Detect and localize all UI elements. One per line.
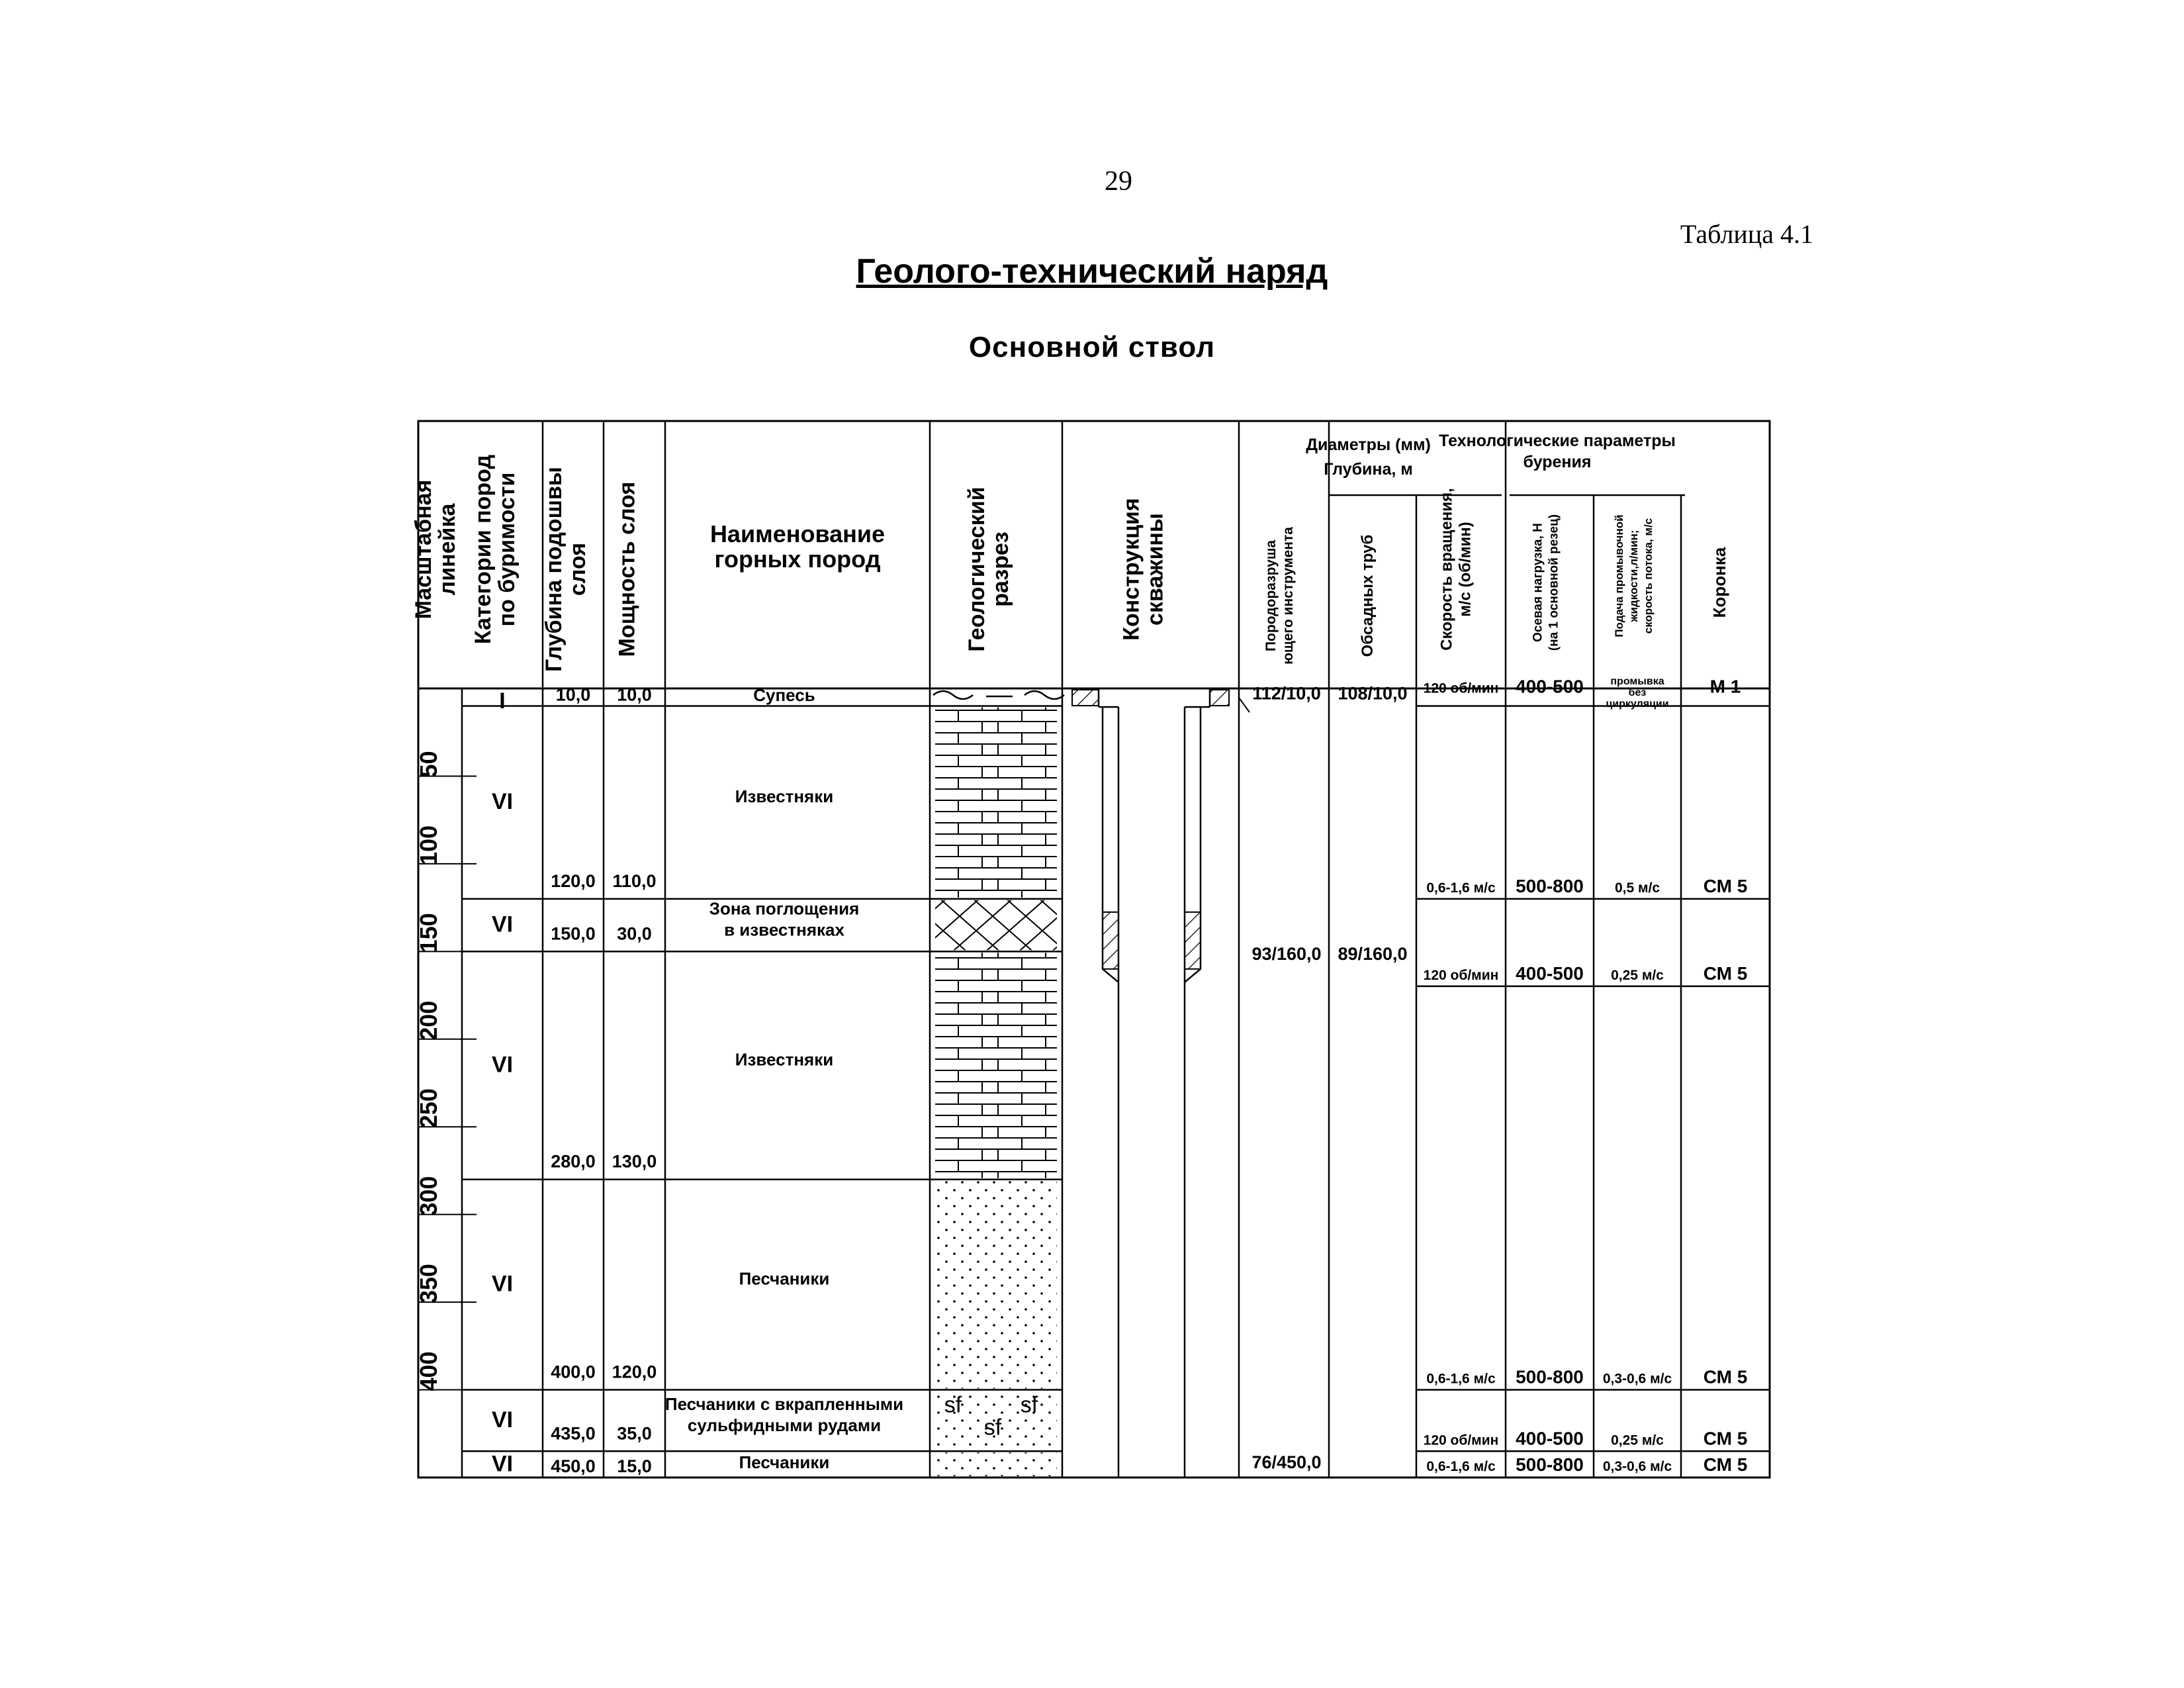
layer-depth: 435,0 [551, 1423, 596, 1444]
casing-diameter: 108/10,0 [1338, 683, 1408, 704]
flush-value: 0,25 м/с [1611, 1432, 1664, 1448]
document-title: Геолого-технический наряд [856, 252, 1328, 291]
well-wall [1185, 969, 1201, 982]
flush-value: 0,5 м/с [1614, 880, 1661, 896]
header-tool: Породоразруша [1263, 539, 1279, 652]
sulfide-mark: sf [1020, 1392, 1038, 1418]
flush-value: промывка [1610, 676, 1664, 688]
load-value: 400-500 [1516, 676, 1584, 697]
load-value: 500-800 [1516, 875, 1584, 896]
scale-tick-label: 200 [415, 1000, 442, 1041]
document-subtitle: Основной ствол [968, 331, 1216, 363]
layer-category: VI [491, 1407, 514, 1432]
load-value: 500-800 [1516, 1366, 1584, 1387]
flush-value: циркуляции [1606, 698, 1669, 710]
casing-cement-top-left [1072, 690, 1099, 706]
header-crown: Коронка [1709, 547, 1729, 618]
layer-depth: 400,0 [551, 1362, 596, 1382]
crown-value: СМ 5 [1703, 1454, 1748, 1475]
header-depth: слоя [565, 542, 590, 596]
layer-name: Песчаники [739, 1452, 830, 1473]
layer-category: VI [491, 1271, 514, 1297]
crown-value: СМ 5 [1703, 1428, 1748, 1449]
page-number: 29 [1105, 166, 1132, 197]
lithology-fractured-limestone [935, 900, 1057, 950]
layer-name: Известняки [735, 1049, 834, 1070]
scale-tick-label: 150 [415, 913, 442, 953]
header-category: Категории пород [471, 454, 496, 645]
sulfide-mark: sf [983, 1415, 1002, 1440]
layer-category: VI [491, 1052, 514, 1078]
flush-value: 0,25 м/с [1611, 967, 1664, 983]
tool-diameter: 76/450,0 [1251, 1452, 1322, 1472]
casing-cement-left [1103, 912, 1118, 969]
lithology-sandstone [935, 1181, 1057, 1389]
sulfide-mark: sf [944, 1392, 962, 1418]
header-flush: жидкости,л/мин; [1627, 530, 1640, 622]
load-value: 400-500 [1516, 1428, 1584, 1449]
crown-value: СМ 5 [1703, 962, 1748, 984]
crown-value: М 1 [1709, 676, 1741, 697]
scale-tick-label: 400 [415, 1351, 442, 1391]
header-flush: Подача промывочной [1613, 514, 1625, 637]
lithology-sandstone [935, 1452, 1057, 1476]
header-load: Осевая нагрузка, Н [1531, 523, 1545, 642]
tool-pointer [1239, 698, 1250, 712]
layer-thickness: 120,0 [612, 1362, 657, 1382]
casing-cement-right [1185, 912, 1201, 969]
layer-thickness: 110,0 [612, 870, 657, 891]
header-section: разрез [988, 532, 1013, 607]
header-load: (на 1 основной резец) [1547, 514, 1561, 651]
tool-diameter: 93/160,0 [1251, 943, 1322, 964]
layer-name: Супесь [753, 685, 815, 706]
layer-depth: 450,0 [551, 1456, 596, 1476]
header-section: Геологический [964, 487, 989, 652]
tool-diameter: 112/10,0 [1252, 683, 1321, 704]
layer-depth: 150,0 [551, 923, 596, 944]
layer-category: I [499, 688, 506, 714]
speed-value: 120 об/мин [1423, 967, 1499, 983]
layer-depth: 120,0 [551, 870, 596, 891]
speed-value: 0,6-1,6 м/с [1426, 880, 1496, 896]
header-scale: Масштабная [411, 479, 436, 620]
layer-name: Песчаники с вкрапленными [664, 1393, 904, 1414]
layer-thickness: 130,0 [612, 1151, 657, 1172]
scale-tick-label: 350 [415, 1264, 442, 1304]
layer-depth: 280,0 [551, 1151, 596, 1172]
layer-category: VI [491, 912, 514, 937]
header-diameters-group: Диаметры (мм) [1306, 436, 1431, 454]
header-casing: Обсадных труб [1359, 534, 1377, 657]
layer-thickness: 10,0 [617, 684, 652, 705]
layer-name: сульфидными рудами [687, 1415, 882, 1435]
header-tool: ющего инструмента [1281, 527, 1296, 665]
casing-diameter: 89/160,0 [1338, 943, 1408, 964]
header-construction: Конструкция [1118, 498, 1144, 641]
layer-name: Зона поглощения [709, 898, 860, 919]
header-depth: Глубина подошвы [541, 467, 567, 672]
header-depth-group: Глубина, м [1324, 460, 1413, 479]
header-speed: Скорость вращения, [1437, 488, 1456, 651]
header-construction: скважины [1142, 513, 1168, 626]
load-value: 500-800 [1516, 1454, 1584, 1475]
scale-tick-label: 300 [415, 1176, 442, 1216]
well-wall [1103, 969, 1118, 982]
layer-name: Песчаники [739, 1268, 830, 1289]
flush-value: 0,3-0,6 м/с [1602, 1459, 1672, 1474]
header-name: горных пород [714, 545, 881, 573]
speed-value: 0,6-1,6 м/с [1426, 1459, 1496, 1474]
header-speed: м/с (об/мин) [1456, 522, 1475, 617]
header-scale: линейка [435, 503, 460, 596]
layer-name: Известняки [735, 786, 834, 807]
crown-value: СМ 5 [1703, 875, 1748, 896]
speed-value: 120 об/мин [1423, 680, 1499, 696]
speed-value: 0,6-1,6 м/с [1426, 1371, 1496, 1387]
load-value: 400-500 [1516, 962, 1584, 984]
scale-tick-label: 250 [415, 1088, 442, 1129]
header-category: по буримости [494, 472, 520, 627]
layer-name: в известняках [724, 919, 844, 940]
layer-thickness: 15,0 [617, 1456, 652, 1476]
casing-cement-top-right [1210, 690, 1229, 706]
speed-value: 120 об/мин [1423, 1432, 1499, 1448]
scale-tick-label: 50 [415, 751, 442, 778]
header-tech-group: Технологические параметры [1439, 432, 1676, 450]
flush-value: 0,3-0,6 м/с [1602, 1371, 1672, 1387]
layer-category: VI [491, 1451, 514, 1477]
header-tech-group: бурения [1523, 453, 1592, 471]
layer-thickness: 30,0 [617, 923, 652, 944]
layer-category: VI [491, 789, 514, 815]
scale-tick-label: 100 [415, 825, 442, 865]
table-label: Таблица 4.1 [1680, 219, 1813, 249]
lithology-limestone [935, 707, 1057, 897]
header-thickness: Мощность слоя [614, 481, 640, 657]
header-flush: скорость потока, м/с [1642, 518, 1655, 634]
lithology-limestone [935, 953, 1057, 1178]
crown-value: СМ 5 [1703, 1366, 1748, 1387]
flush-value: без [1628, 687, 1647, 699]
layer-thickness: 35,0 [617, 1423, 652, 1444]
header-name: Наименование [709, 520, 886, 547]
layer-depth: 10,0 [555, 684, 591, 705]
